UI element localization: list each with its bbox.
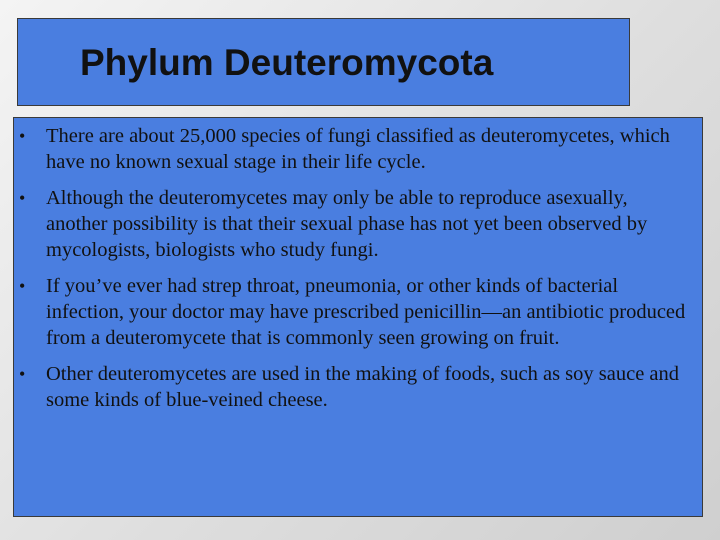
bullet-icon: • [19, 188, 26, 208]
bullet-item [14, 273, 700, 351]
bullet-list [14, 123, 700, 423]
bullet-item [14, 123, 700, 175]
bullet-text: If you’ve ever had strep throat, pneumonia, or other kinds of bacterial infection, your doctor may have prescribed penicillin—an antibiotic produced from a deuteromycete that is commonly seen growing on fruit. [46, 275, 686, 349]
bullet-text: There are about 25,000 species of fungi classified as deuteromycetes, which have no known sexual stage in their life cycle. [46, 125, 670, 173]
bullet-text: Other deuteromycetes are used in the making of foods, such as soy sauce and some kinds of blue-veined cheese. [46, 363, 680, 411]
title-box [17, 18, 630, 106]
bullet-icon: • [19, 276, 26, 296]
bullet-item [14, 185, 700, 263]
slide-title: Phylum Deuteromycota [80, 42, 494, 83]
content-box [13, 117, 703, 517]
bullet-icon: • [19, 364, 26, 384]
bullet-item [14, 361, 700, 413]
bullet-icon: • [19, 126, 26, 146]
bullet-text: Although the deuteromycetes may only be able to reproduce asexually, another possibility is that their sexual phase has not yet been observed by mycologists, biologists who study fungi. [46, 187, 648, 261]
